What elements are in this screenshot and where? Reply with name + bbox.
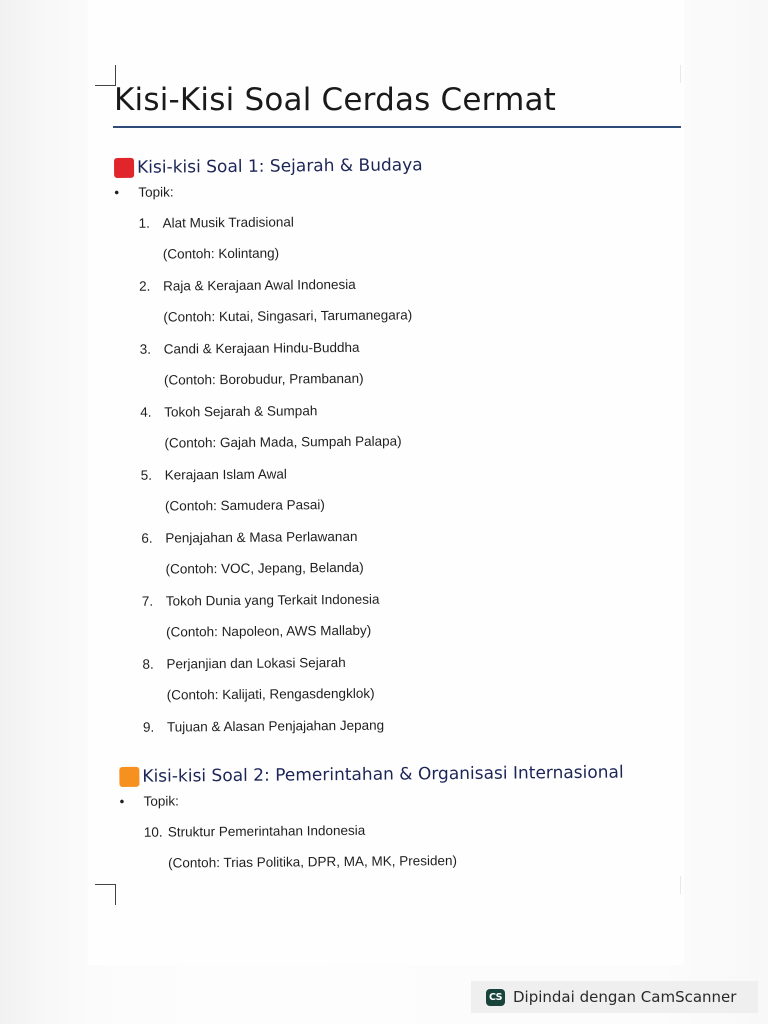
item-text: Raja & Kerajaan Awal Indonesia: [163, 276, 356, 294]
red-square-icon: [114, 158, 134, 178]
list-item: [143, 718, 384, 735]
item-number: 8.: [142, 656, 154, 672]
item-text: Kerajaan Islam Awal: [164, 466, 287, 483]
list-item: [139, 277, 356, 294]
section-1-heading-text: Kisi-kisi Soal 1: Sejarah & Budaya: [136, 155, 423, 178]
list-item: [141, 467, 287, 483]
list-item: [141, 529, 357, 546]
topic-label: Topik:: [138, 184, 174, 200]
item-number: 2.: [139, 278, 151, 294]
section-2-heading-text: Kisi-kisi Soal 2: Pemerintahan & Organisasi Internasional: [142, 762, 624, 787]
list-item: [140, 340, 360, 357]
item-number: 5.: [140, 467, 153, 483]
item-number: 4.: [140, 404, 152, 420]
item-text: Candi & Kerajaan Hindu-Buddha: [163, 339, 360, 357]
item-text: Perjanjian dan Lokasi Sejarah: [166, 654, 346, 672]
item-number: 6.: [141, 530, 153, 546]
orange-square-icon: [119, 767, 139, 787]
topic-label: Topik:: [143, 793, 179, 809]
item-number: 9.: [142, 719, 155, 735]
bullet-icon: •: [119, 793, 125, 809]
item-text: Alat Musik Tradisional: [162, 214, 294, 231]
item-example: (Contoh: Borobudur, Prambanan): [163, 370, 364, 388]
camscanner-logo-icon: CS: [486, 989, 505, 1006]
item-example: (Contoh: VOC, Jepang, Belanda): [165, 559, 364, 577]
section-2-topic-bullet: [120, 793, 179, 809]
section-1-heading: [114, 155, 423, 178]
list-item: [140, 403, 317, 420]
item-number: 10.: [143, 824, 163, 840]
item-example: (Contoh: Trias Politika, DPR, MA, MK, Presiden): [168, 853, 458, 871]
item-text: Tujuan & Alasan Penjajahan Jepang: [166, 717, 385, 735]
item-text: Tokoh Sejarah & Sumpah: [164, 403, 318, 420]
item-example: (Contoh: Kolintang): [162, 245, 280, 262]
list-item: [142, 655, 345, 672]
item-text: Struktur Pemerintahan Indonesia: [167, 822, 366, 840]
document-title: Kisi-Kisi Soal Cerdas Cermat: [114, 82, 557, 118]
item-text: Penjajahan & Masa Perlawanan: [165, 528, 358, 546]
item-example: (Contoh: Samudera Pasai): [164, 497, 325, 514]
item-example: (Contoh: Kutai, Singasari, Tarumanegara): [163, 307, 413, 325]
item-example: (Contoh: Gajah Mada, Sumpah Palapa): [164, 433, 402, 451]
section-1-topic-bullet: [114, 184, 173, 200]
camscanner-watermark: [471, 981, 758, 1013]
list-item: [144, 823, 365, 840]
item-text: Tokoh Dunia yang Terkait Indonesia: [165, 591, 380, 609]
item-number: 7.: [141, 593, 154, 609]
list-item: [142, 592, 380, 609]
item-number: 3.: [139, 341, 151, 357]
item-number: 1.: [138, 215, 150, 231]
section-2-heading: [119, 763, 623, 787]
item-example: (Contoh: Kalijati, Rengasdengklok): [166, 685, 375, 703]
item-example: (Contoh: Napoleon, AWS Mallaby): [166, 622, 372, 640]
list-item: [138, 214, 293, 230]
bullet-icon: •: [114, 184, 120, 200]
watermark-text: Dipindai dengan CamScanner: [513, 988, 737, 1006]
